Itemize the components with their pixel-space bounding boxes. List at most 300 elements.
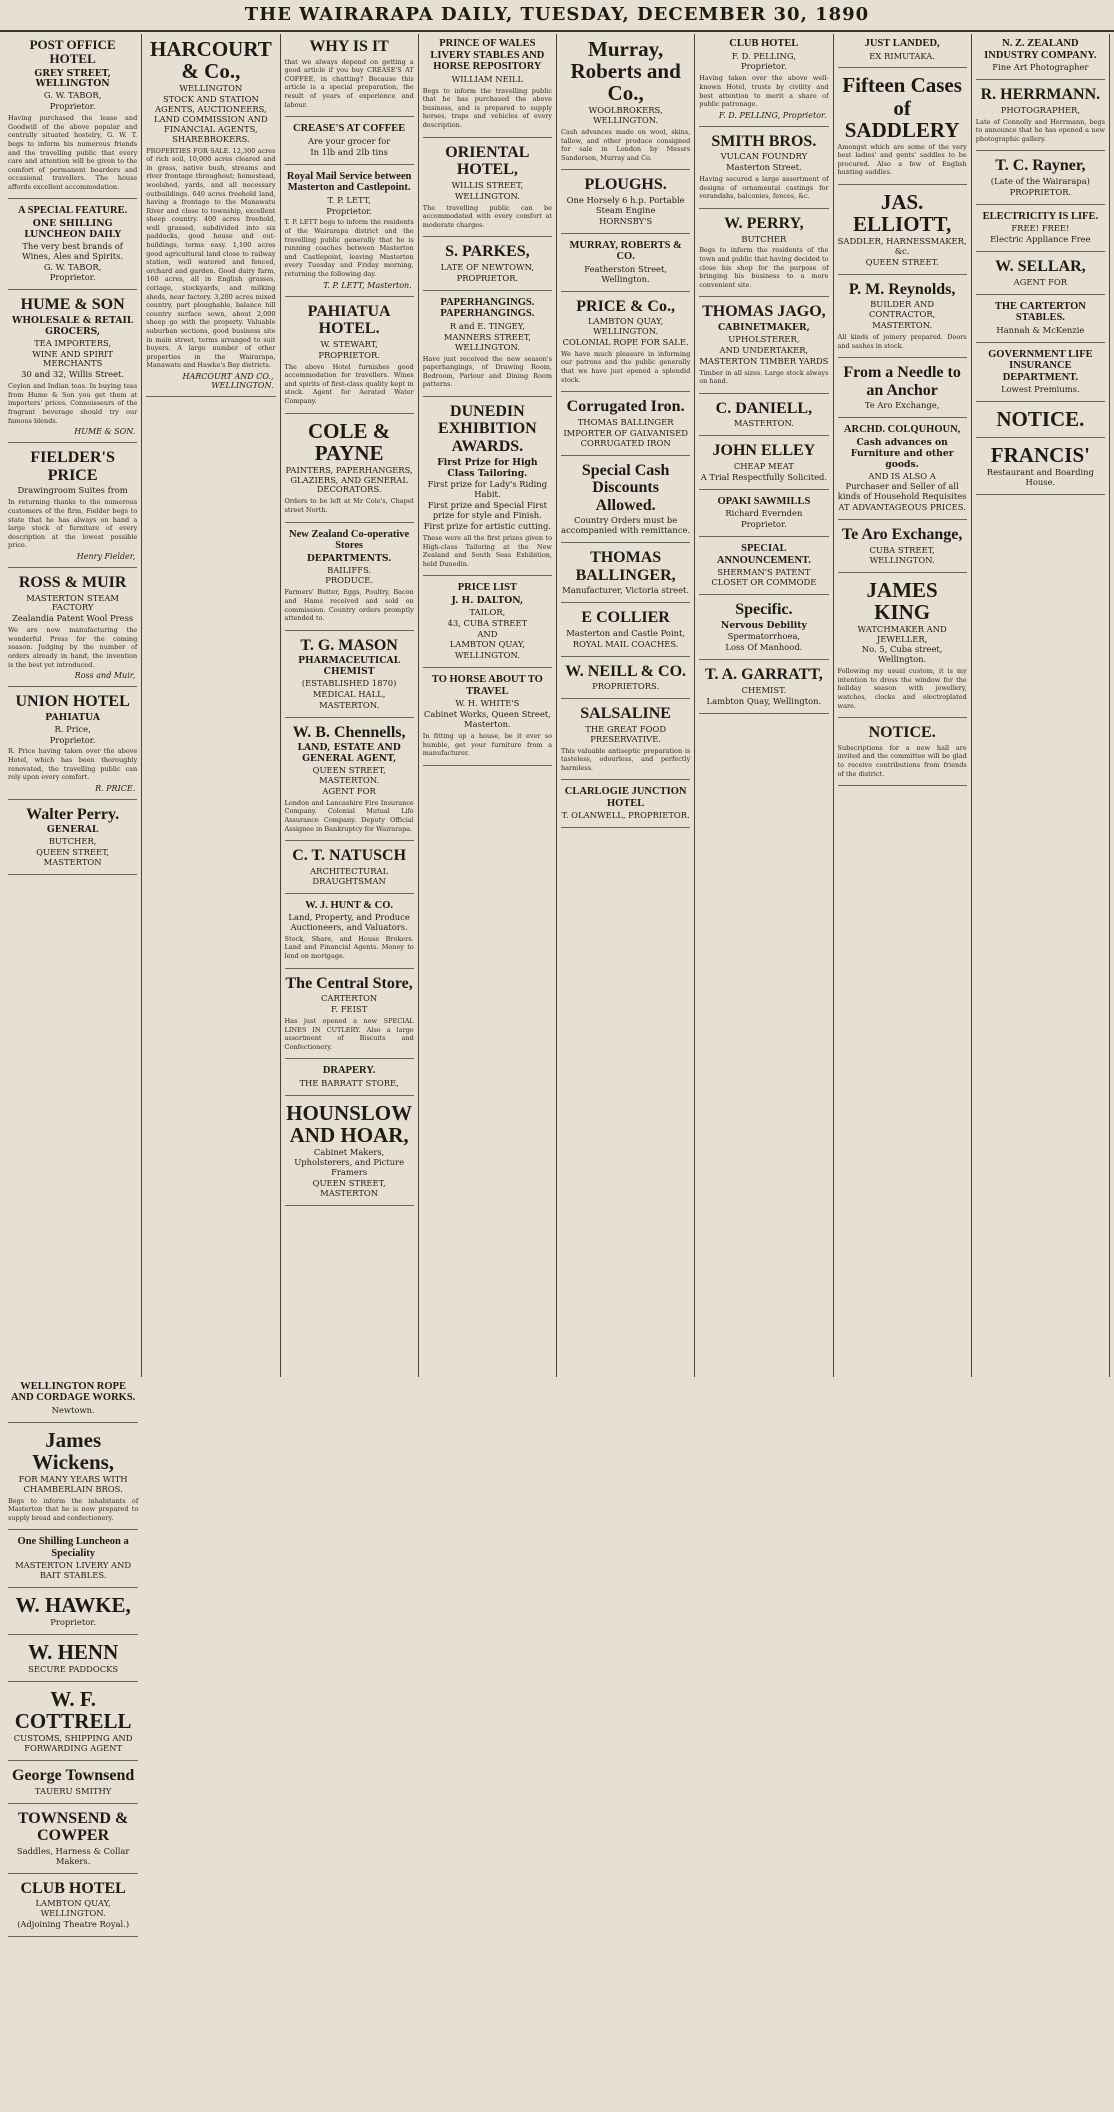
ad-line: WELLINGTON. — [454, 650, 520, 661]
ad-line: Zealandia Patent Wool Press — [12, 613, 134, 624]
ad-body-text: Orders to be left at Mr Cole's, Chapel street North. — [284, 497, 414, 514]
ad-line: WILLIAM NEILL — [451, 73, 524, 84]
ad-heading: DRAPERY. — [322, 1065, 376, 1077]
advertisement — [8, 1594, 138, 1635]
ad-heading: HUME & SON — [20, 296, 125, 314]
ad-line: WATCHMAKER AND JEWELLER, — [857, 623, 947, 644]
ad-body-text: that we always depend on getting a good article if you buy CREASE'S AT COFFEE, in chatting? Because this article is a special preparation, the result of years of experience and labour. — [284, 57, 414, 109]
ad-heading: W. SELLAR, — [995, 258, 1086, 276]
advertisement — [8, 574, 137, 687]
advertisement — [976, 157, 1105, 204]
ad-line: MASTERTON. — [872, 320, 933, 331]
ad-line: AND IS ALSO A — [868, 470, 936, 481]
advertisement — [561, 786, 690, 828]
ad-line: One Horsely 6 h.p. Portable Steam Engine — [566, 194, 685, 215]
ad-line: SECURE PADDOCKS — [28, 1664, 119, 1675]
ad-heading: Royal Mail Service between Masterton and Castlepoint. — [286, 170, 412, 194]
advertisement — [561, 549, 690, 603]
ad-heading: FRANCIS' — [990, 443, 1090, 468]
advertisement — [423, 674, 552, 766]
ad-heading: ROSS & MUIR — [18, 573, 127, 591]
advertisement — [838, 364, 967, 418]
ad-line: Hannah & McKenzie — [996, 324, 1085, 335]
ad-heading: Murray, Roberts and Co., — [570, 37, 681, 106]
ad-line: T. OLANWELL, PROPRIETOR. — [561, 810, 690, 821]
ad-heading: PRICE & Co., — [576, 297, 675, 315]
ad-body-text: R. Price having taken over the above Hotel, which has been thoroughly renovated, the travelling public can rely upon every comfort. — [8, 747, 138, 782]
ad-line: BUTCHER, — [48, 836, 97, 847]
ad-heading: T. G. MASON — [300, 636, 398, 654]
advertisement — [561, 176, 690, 233]
advertisement — [561, 298, 690, 393]
ad-heading: JAS. ELLIOTT, — [853, 189, 952, 237]
advertisement — [423, 144, 552, 238]
ad-line: FOR MANY YEARS WITH CHAMBERLAIN BROS. — [18, 1473, 128, 1494]
ad-line: Cabinet Works, Queen Street, Masterton. — [423, 709, 551, 730]
advertisement — [8, 449, 137, 568]
ad-body-text: Has just opened a new SPECIAL LINES IN CUTLERY. Also a large assortment of Biscuits and Confectionery. — [284, 1017, 414, 1051]
ad-line: MASTERTON TIMBER YARDS — [699, 355, 829, 366]
ad-line: G. W. TABOR, — [43, 90, 102, 101]
ad-heading: PRINCE OF WALES LIVERY STABLES AND HORSE REPOSITORY — [430, 38, 545, 73]
ad-heading: One Shilling Luncheon a Speciality — [17, 1536, 129, 1559]
ad-line: A Trial Respectfully Solicited. — [700, 471, 828, 482]
advertisement — [699, 666, 828, 713]
advertisement — [561, 663, 690, 700]
ad-heading: NOTICE. — [996, 407, 1085, 432]
advertisement — [285, 637, 414, 718]
ad-heading: NOTICE. — [868, 724, 936, 742]
advertisement — [699, 400, 828, 437]
advertisement — [8, 205, 137, 290]
ad-line: EX RIMUTAKA. — [869, 50, 936, 61]
ad-line: THE BARRATT STORE, — [299, 1078, 399, 1088]
ad-line: QUEEN STREET. — [865, 256, 939, 267]
ad-line: Proprietor. — [49, 101, 96, 112]
advertisement — [561, 240, 690, 292]
advertisement — [285, 724, 414, 841]
advertisement — [838, 281, 967, 359]
ad-body-text: All kinds of joinery prepared. Doors and sashes in stock. — [837, 333, 967, 350]
advertisement — [699, 303, 828, 393]
ad-heading: THE CARTERTON STABLES. — [994, 300, 1086, 324]
column-1 — [4, 34, 142, 1377]
ad-heading: W. NEILL & CO. — [565, 662, 687, 680]
ad-heading: JUST LANDED, — [864, 38, 940, 49]
ad-line: CABINETMAKER, — [717, 321, 810, 333]
ad-line: Featherston Street, Wellington. — [584, 263, 668, 284]
ad-line: LATE OF NEWTOWN, — [440, 261, 535, 272]
advertisement — [561, 705, 690, 780]
ad-line: BAILIFFS. — [327, 564, 372, 575]
ad-heading: JAMES KING — [866, 577, 938, 624]
ad-line: Country Orders must be accompanied with remittance. — [561, 515, 691, 536]
advertisement — [285, 900, 414, 969]
ad-signature: Ross and Muir, — [74, 671, 136, 681]
advertisement — [8, 38, 137, 199]
ad-heading: C. T. NATUSCH — [292, 847, 407, 865]
ad-line: CHEAP MEAT — [733, 460, 794, 471]
ad-body-text: Begs to inform the residents of the town and public that having decided to close his shop for the purpose of bringing his business to a more convenient site. — [699, 246, 829, 289]
ad-line: Lambton Quay, Wellington. — [706, 695, 822, 706]
ad-line: AND — [477, 628, 498, 639]
ad-line: WOOLBROKERS, WELLINGTON. — [588, 105, 663, 126]
ad-heading: E COLLIER — [581, 609, 670, 627]
ad-line: Land, Property, and Produce Auctioneers, and Valuators. — [288, 912, 410, 932]
advertisement — [285, 38, 414, 117]
ad-heading: TO HORSE ABOUT TO TRAVEL — [431, 674, 543, 697]
advertisement — [838, 526, 967, 572]
advertisement — [423, 38, 552, 138]
advertisement — [976, 211, 1105, 252]
ad-line: TAILOR, — [469, 606, 506, 617]
ad-body-text: The above Hotel furnishes good accommodation for travellers. Wines and spirits of first-class quality kept in stock. Agent for Aerated Water Company. — [284, 362, 414, 405]
ad-line: PROPRIETOR. — [318, 349, 380, 360]
ad-line: SADDLER, HARNESSMAKER, &c. — [837, 236, 967, 256]
ad-line: DEPARTMENTS. — [306, 552, 392, 564]
ad-heading: CREASE'S AT COFFEE — [293, 123, 406, 135]
ad-signature: F. D. PELLING, Proprietor. — [718, 110, 827, 120]
ad-line: VULCAN FOUNDRY — [720, 151, 808, 162]
ad-line: Drawingroom Suites from — [17, 485, 128, 496]
advertisement — [976, 258, 1105, 295]
ad-body-text: In fitting up a house, be it ever so humble, get your furniture from a manufacturer. — [422, 732, 552, 758]
ad-line: Purchaser and Seller of all kinds of Household Requisites — [837, 481, 967, 502]
advertisement — [699, 543, 828, 595]
ad-heading: W. HENN — [28, 1640, 119, 1665]
advertisement — [976, 301, 1105, 343]
ad-heading: MURRAY, ROBERTS & CO. — [569, 239, 682, 263]
ad-line: Nervous Debility — [720, 619, 807, 631]
ad-line: F. D. PELLING, — [731, 50, 796, 61]
ad-signature: Henry Fielder, — [76, 551, 136, 561]
ad-heading: HARCOURT & Co., — [149, 37, 272, 84]
ad-line: ROYAL MAIL COACHES. — [572, 638, 679, 649]
ad-body-text: PROPERTIES FOR SALE. 12,300 acres of rich soil, 10,000 acres cleared and in grass, native bush, streams and river frontage throughout; homestead, woolshed, yards, and all necessary outbuildings. 640 acres freehold land, having a frontage to the Manawatu River and close to township, excellent sheep country. 400 acres freehold, well grassed, subdivided into six paddocks, good house and out-buildings, terms easy. 1,100 acres good agricultural land close to railway station, well watered and fenced, orchard and garden. Good dairy farm, 160 acres, all in English grasses, cottage, stockyards, and milking sheds, near factory. 3,200 acres mixed country, part ploughable, balance hill country surface sown, about 2,000 sheep go with the property. Valuable suburban sections, good business site in main street, terms arranged to suit buyers. A large number of other properties in the Wairarapa, Manawatu and Hawke's Bay districts. — [146, 146, 276, 370]
ad-heading: PRICE LIST — [457, 582, 517, 594]
ad-heading: W. B. Chennells, — [292, 723, 406, 741]
ad-line: Richard Evernden — [725, 508, 803, 519]
advertisement — [8, 296, 137, 443]
ad-heading: T. C. Rayner, — [995, 157, 1086, 175]
ad-line: W. STEWART, — [320, 338, 378, 349]
advertisement — [285, 1102, 414, 1206]
advertisement — [976, 444, 1105, 495]
ad-line: MASTERTON LIVERY AND BAIT STABLES. — [15, 1560, 132, 1581]
ad-body-text: Cash advances made on wool, skins, tallow, and other produce consigned for sale in London by Messrs Sanderson, Murray and Co. — [561, 127, 691, 162]
advertisement — [423, 297, 552, 397]
ad-line: AGENT FOR — [322, 785, 376, 796]
ad-line: Are your grocer for — [307, 135, 391, 146]
advertisement — [285, 123, 414, 164]
ad-body-text: T. P. LETT begs to inform the residents of the Wairarapa district and the travelling public generally that he is running coaches between Masterton and Castlepoint, leaving Masterton every Tuesday and Friday morning, returning the following day. — [284, 218, 414, 278]
ad-heading: HOUNSLOW AND HOAR, — [286, 1100, 413, 1147]
ad-line: 30 and 32, Willis Street. — [21, 369, 125, 380]
ad-line: CHEMIST. — [741, 684, 787, 695]
advertisement — [838, 38, 967, 68]
ad-line: 43, CUBA STREET — [447, 617, 528, 628]
advertisement — [8, 1810, 138, 1874]
advertisement — [285, 1065, 414, 1095]
ad-heading: SALSALINE — [580, 705, 671, 723]
ad-heading: W. HAWKE, — [15, 1593, 131, 1618]
ad-line: QUEEN STREET, MASTERTON. — [312, 765, 386, 785]
ad-heading: W. F. COTTRELL — [14, 1687, 132, 1734]
ad-line: Cash advances on Furniture and other goods. — [850, 436, 954, 470]
ad-line: SHERMAN'S PATENT CLOSET OR COMMODE — [711, 567, 817, 588]
ad-line: BUTCHER — [741, 233, 787, 244]
advertisement — [561, 38, 690, 170]
ad-body-text: Stock, Share, and House Brokers. Land and Financial Agents. Money to lend on mortgage. — [284, 934, 414, 961]
ad-heading: DUNEDIN EXHIBITION AWARDS. — [438, 402, 537, 456]
ad-heading: WHY IS IT — [309, 38, 389, 55]
advertisement — [8, 1880, 138, 1937]
newspaper-page — [4, 34, 1110, 2108]
ad-heading: POST OFFICE HOTEL — [29, 37, 116, 67]
ad-line: AGENT FOR — [1013, 276, 1068, 287]
ad-line: TAUERU SMITHY — [34, 1785, 112, 1796]
ad-body-text: Late of Connolly and Herrmann, begs to announce that he has opened a new photographic gallery. — [975, 117, 1105, 143]
ad-heading: S. PARKES, — [445, 243, 530, 261]
ad-line: Electric Appliance Free — [990, 234, 1091, 245]
ad-heading: COLE & PAYNE — [307, 418, 391, 465]
advertisement — [8, 1429, 138, 1531]
ad-body-text: The travelling public can be accommodated with every comfort at moderate charges. — [422, 203, 552, 229]
ad-heading: TOWNSEND & COWPER — [17, 1809, 129, 1845]
ad-heading: WELLINGTON ROPE AND CORDAGE WORKS. — [10, 1380, 136, 1404]
ad-heading: GOVERNMENT LIFE INSURANCE DEPARTMENT. — [988, 348, 1093, 383]
ad-heading: ELECTRICITY IS LIFE. — [982, 210, 1099, 222]
ad-line: GENERAL — [46, 824, 99, 836]
ad-line: MASTERTON STEAM FACTORY — [26, 592, 119, 613]
advertisement — [976, 408, 1105, 438]
ad-heading: W. PERRY, — [724, 214, 804, 232]
ad-line: WELLINGTON. — [454, 190, 520, 201]
ad-line: G. W. TABOR, — [43, 261, 102, 272]
ad-line: CUBA STREET, WELLINGTON. — [869, 544, 935, 565]
ad-line: LAMBTON QUAY, — [449, 639, 526, 650]
column-6 — [695, 34, 833, 1377]
advertisement — [561, 398, 690, 455]
column-4 — [419, 34, 557, 1377]
ad-heading: Specific. — [735, 600, 793, 618]
ad-line: (Late of the Wairarapa) — [990, 175, 1090, 186]
ad-body-text: Amongst which are some of the very best ladies' and gents' saddles to be procured. Also a few of English hunting saddles. — [837, 142, 967, 177]
advertisement — [838, 74, 967, 185]
ad-body-text: Following my usual custom, it is my intention to dress the window for the holiday season with jewellery, watches, clocks and electroplated ware. — [837, 667, 967, 710]
ad-line: WHOLESALE & RETAIL GROCERS, — [12, 314, 134, 337]
ad-heading: The Central Store, — [285, 974, 413, 992]
ad-line: Newtown. — [51, 1404, 95, 1415]
ad-line: TEA IMPORTERS, — [34, 337, 112, 348]
ad-line: PROPRIETORS. — [592, 681, 660, 692]
ad-line: QUEEN STREET, MASTERTON — [36, 847, 110, 868]
ad-body-text: Begs to inform the inhabitants of Masterton that he is now prepared to supply bread and confectionery. — [8, 1496, 139, 1522]
ad-line: Proprietor. — [740, 61, 787, 72]
ad-line: THOMAS BALLINGER — [577, 416, 674, 427]
ad-line: AND UNDERTAKER, — [719, 344, 809, 355]
ad-line: PROPRIETOR. — [456, 272, 519, 283]
newspaper-masthead: THE WAIRARAPA DAILY, TUESDAY, DECEMBER 30, 1890 — [0, 0, 1114, 32]
ad-line: MASTERTON. — [319, 699, 380, 710]
advertisement — [285, 303, 414, 414]
advertisement — [699, 38, 828, 127]
ad-line: COLONIAL ROPE FOR SALE. — [562, 336, 689, 347]
ad-heading: George Townsend — [12, 1767, 135, 1785]
advertisement — [8, 1767, 138, 1804]
ad-body-text: London and Lancashire Fire Insurance Company. Colonial Mutual Life Assurance Company. Deputy Official Assignee in Bankruptcy for Wairarapa. — [284, 798, 414, 833]
ad-heading: A SPECIAL FEATURE. — [18, 205, 128, 217]
ad-line: PHARMACEUTICAL CHEMIST — [298, 655, 401, 678]
ad-line: ONE SHILLING LUNCHEON DAILY — [24, 218, 122, 240]
column-5 — [557, 34, 695, 1377]
ad-body-text: These were all the first prizes given to High-class Tailoring at the New Zealand and South Seas Exhibition, held Dunedin. — [422, 533, 552, 568]
ad-heading: Special Cash Discounts Allowed. — [581, 461, 670, 514]
advertisement — [285, 847, 414, 893]
ad-line: QUEEN STREET, MASTERTON — [312, 1177, 386, 1198]
ad-heading: W. J. HUNT & CO. — [305, 899, 394, 911]
ad-heading: OPAKI SAWMILLS — [717, 495, 811, 507]
advertisement — [146, 38, 275, 397]
ad-line: First prize for Lady's Riding Habit. — [427, 479, 548, 500]
ad-heading: From a Needle to an Anchor — [843, 364, 961, 399]
advertisement — [838, 579, 967, 719]
ad-line: F. FEIST — [330, 1004, 368, 1015]
ad-line: STOCK AND STATION AGENTS, AUCTIONEERS, LAND COMMISSION AND FINANCIAL AGENTS, SHAREBROKERS. — [154, 94, 268, 144]
ad-heading: THOMAS JAGO, — [702, 303, 826, 321]
ad-line: Proprietor. — [49, 272, 96, 283]
ad-line: PROPRIETOR. — [1009, 186, 1072, 197]
ad-line: Cabinet Makers, Upholsterers, and Picture Framers — [294, 1147, 405, 1177]
ad-line: LAMBTON QUAY, WELLINGTON. — [35, 1898, 111, 1919]
ad-line: GREY STREET, WELLINGTON — [34, 67, 111, 90]
ad-heading: JOHN ELLEY — [712, 442, 816, 460]
ad-line: First prize for artistic cutting. — [423, 521, 552, 532]
ad-heading: PAPERHANGINGS. PAPERHANGINGS. — [440, 296, 535, 320]
ad-line: BUILDER AND CONTRACTOR, — [868, 299, 936, 320]
advertisement — [423, 403, 552, 576]
ad-line: First Prize for High Class Tailoring. — [437, 456, 538, 479]
ad-heading: FIELDER'S PRICE — [30, 449, 115, 484]
advertisement — [8, 1641, 138, 1682]
ad-line: Masterton Street. — [726, 162, 802, 173]
advertisement — [285, 975, 414, 1060]
ad-line: WILLIS STREET, — [451, 179, 524, 190]
ad-body-text: In returning thanks to the numerous customers of the firm, Fielder begs to state that he has always on hand a large stock of furniture of every description at the lowest possible price. — [8, 498, 138, 550]
ad-body-text: Have just received the new season's paperhangings, of Drawing Room, Bedroom, Parlour and Dining Room patterns. — [422, 354, 552, 389]
ad-line: CARTERTON — [320, 993, 378, 1004]
ad-heading: ARCHD. COLQUHOUN, — [843, 424, 961, 436]
ad-heading: Corrugated Iron. — [566, 398, 685, 416]
ad-line: Loss Of Manhood. — [725, 642, 803, 653]
ad-body-text: Farmers' Butter, Eggs, Poultry, Bacon and Hams received and sold on commission. Country orders promptly attended to. — [284, 588, 414, 623]
advertisement — [838, 724, 967, 786]
advertisement — [8, 1688, 138, 1761]
ad-line: MEDICAL HALL, — [312, 688, 386, 699]
ad-heading: SMITH BROS. — [711, 132, 817, 150]
column-2 — [142, 34, 280, 1377]
ad-heading: SPECIAL ANNOUNCEMENT. — [716, 543, 811, 566]
advertisement — [285, 529, 414, 631]
ad-line: WELLINGTON — [179, 83, 243, 94]
advertisement — [976, 349, 1105, 403]
ad-body-text: Subscriptions for a new hall are invited and the committee will be glad to receive contributions from friends of the district. — [837, 743, 967, 778]
ad-line: MANNERS STREET, WELLINGTON. — [443, 331, 531, 352]
ad-heading: PLOUGHS. — [584, 176, 667, 194]
ad-heading: N. Z. ZEALAND INDUSTRY COMPANY. — [984, 38, 1097, 61]
ad-line: J. H. DALTON, — [451, 594, 524, 606]
ad-line: Fine Art Photographer — [992, 62, 1089, 73]
column-7 — [834, 34, 972, 1377]
ad-heading: C. DANIELL, — [715, 399, 813, 417]
ad-line: (ESTABLISHED 1870) — [301, 678, 397, 688]
ad-line: W. H. WHITE'S — [455, 698, 520, 709]
ad-line: Proprietor. — [740, 519, 787, 530]
advertisement — [699, 133, 828, 209]
ad-heading: Walter Perry. — [26, 805, 120, 823]
ad-heading: ORIENTAL HOTEL, — [445, 143, 530, 179]
ad-line: In 1lb and 2lb tins — [310, 146, 388, 157]
ad-line: Proprietor. — [50, 1617, 97, 1628]
advertisement — [423, 243, 552, 290]
ad-body-text: Having secured a large assortment of designs of ornamental castings for verandahs, balconies, fences, &c. — [699, 175, 829, 201]
advertisement — [423, 582, 552, 668]
ad-line: The very best brands of Wines, Ales and Spirits. — [22, 240, 124, 261]
ad-body-text: Ceylon and Indian teas. In buying teas from Hume & Son you get them at importers' prices. Connoisseurs of the fragrant beverage should try our famous blends. — [8, 382, 138, 425]
ad-heading: CLUB HOTEL — [20, 1879, 126, 1897]
advertisement — [8, 1381, 138, 1423]
ad-line: T. P. LETT, — [327, 194, 371, 205]
ad-heading: CLUB HOTEL — [729, 38, 799, 49]
ad-line: FREE! FREE! — [1011, 223, 1070, 234]
advertisement — [699, 442, 828, 489]
advertisement — [285, 171, 414, 297]
ad-line: Spermatorrhoea, — [727, 631, 801, 642]
advertisement — [8, 1536, 138, 1588]
ad-line: WINE AND SPIRIT MERCHANTS — [32, 348, 113, 369]
column-3 — [281, 34, 419, 1377]
ad-heading: New Zealand Co-operative Stores — [289, 528, 410, 552]
advertisement — [699, 601, 828, 660]
advertisement — [838, 191, 967, 275]
ad-line: Proprietor. — [49, 734, 96, 745]
ad-heading: UNION HOTEL — [15, 693, 130, 711]
advertisement — [285, 420, 414, 523]
advertisement — [976, 38, 1105, 80]
ad-line: HORNSBY'S — [599, 215, 653, 226]
ad-body-text: Having taken over the above well-known Hotel, trusts by civility and best attention to merit a share of public patronage. — [699, 74, 829, 109]
ad-heading: R. HERRMANN. — [980, 86, 1101, 103]
ad-heading: PAHIATUA HOTEL. — [307, 302, 391, 338]
ad-line: PAINTERS, PAPERHANGERS, GLAZIERS, AND GENERAL DECORATORS. — [285, 464, 413, 495]
ad-line: Lowest Premiums. — [1001, 384, 1080, 395]
ad-line: Masterton and Castle Point, — [566, 627, 686, 638]
ad-body-text: This valuable antiseptic preparation is tasteless, odourless, and perfectly harmless. — [561, 746, 691, 772]
ad-heading: THOMAS BALLINGER, — [575, 549, 676, 584]
ad-line: IMPORTER OF GALVANISED CORRUGATED IRON — [563, 427, 688, 448]
ad-line: PHOTOGRAPHER, — [1000, 104, 1081, 115]
ad-line: Manufacturer, Victoria street. — [562, 585, 690, 596]
advertisement — [838, 424, 967, 520]
ad-body-text: Timber in all sizes. Large stock always on hand. — [699, 368, 829, 386]
ad-line: Proprietor. — [326, 205, 373, 216]
ad-heading: Te Aro Exchange, — [841, 526, 963, 544]
ad-heading: CLARLOGIE JUNCTION HOTEL — [564, 786, 687, 809]
ad-heading: P. M. Reynolds, — [848, 280, 956, 298]
ad-line: LAMBTON QUAY, WELLINGTON. — [587, 316, 664, 337]
advertisement — [976, 86, 1105, 151]
ad-line: AT ADVANTAGEOUS PRICES. — [838, 502, 966, 513]
